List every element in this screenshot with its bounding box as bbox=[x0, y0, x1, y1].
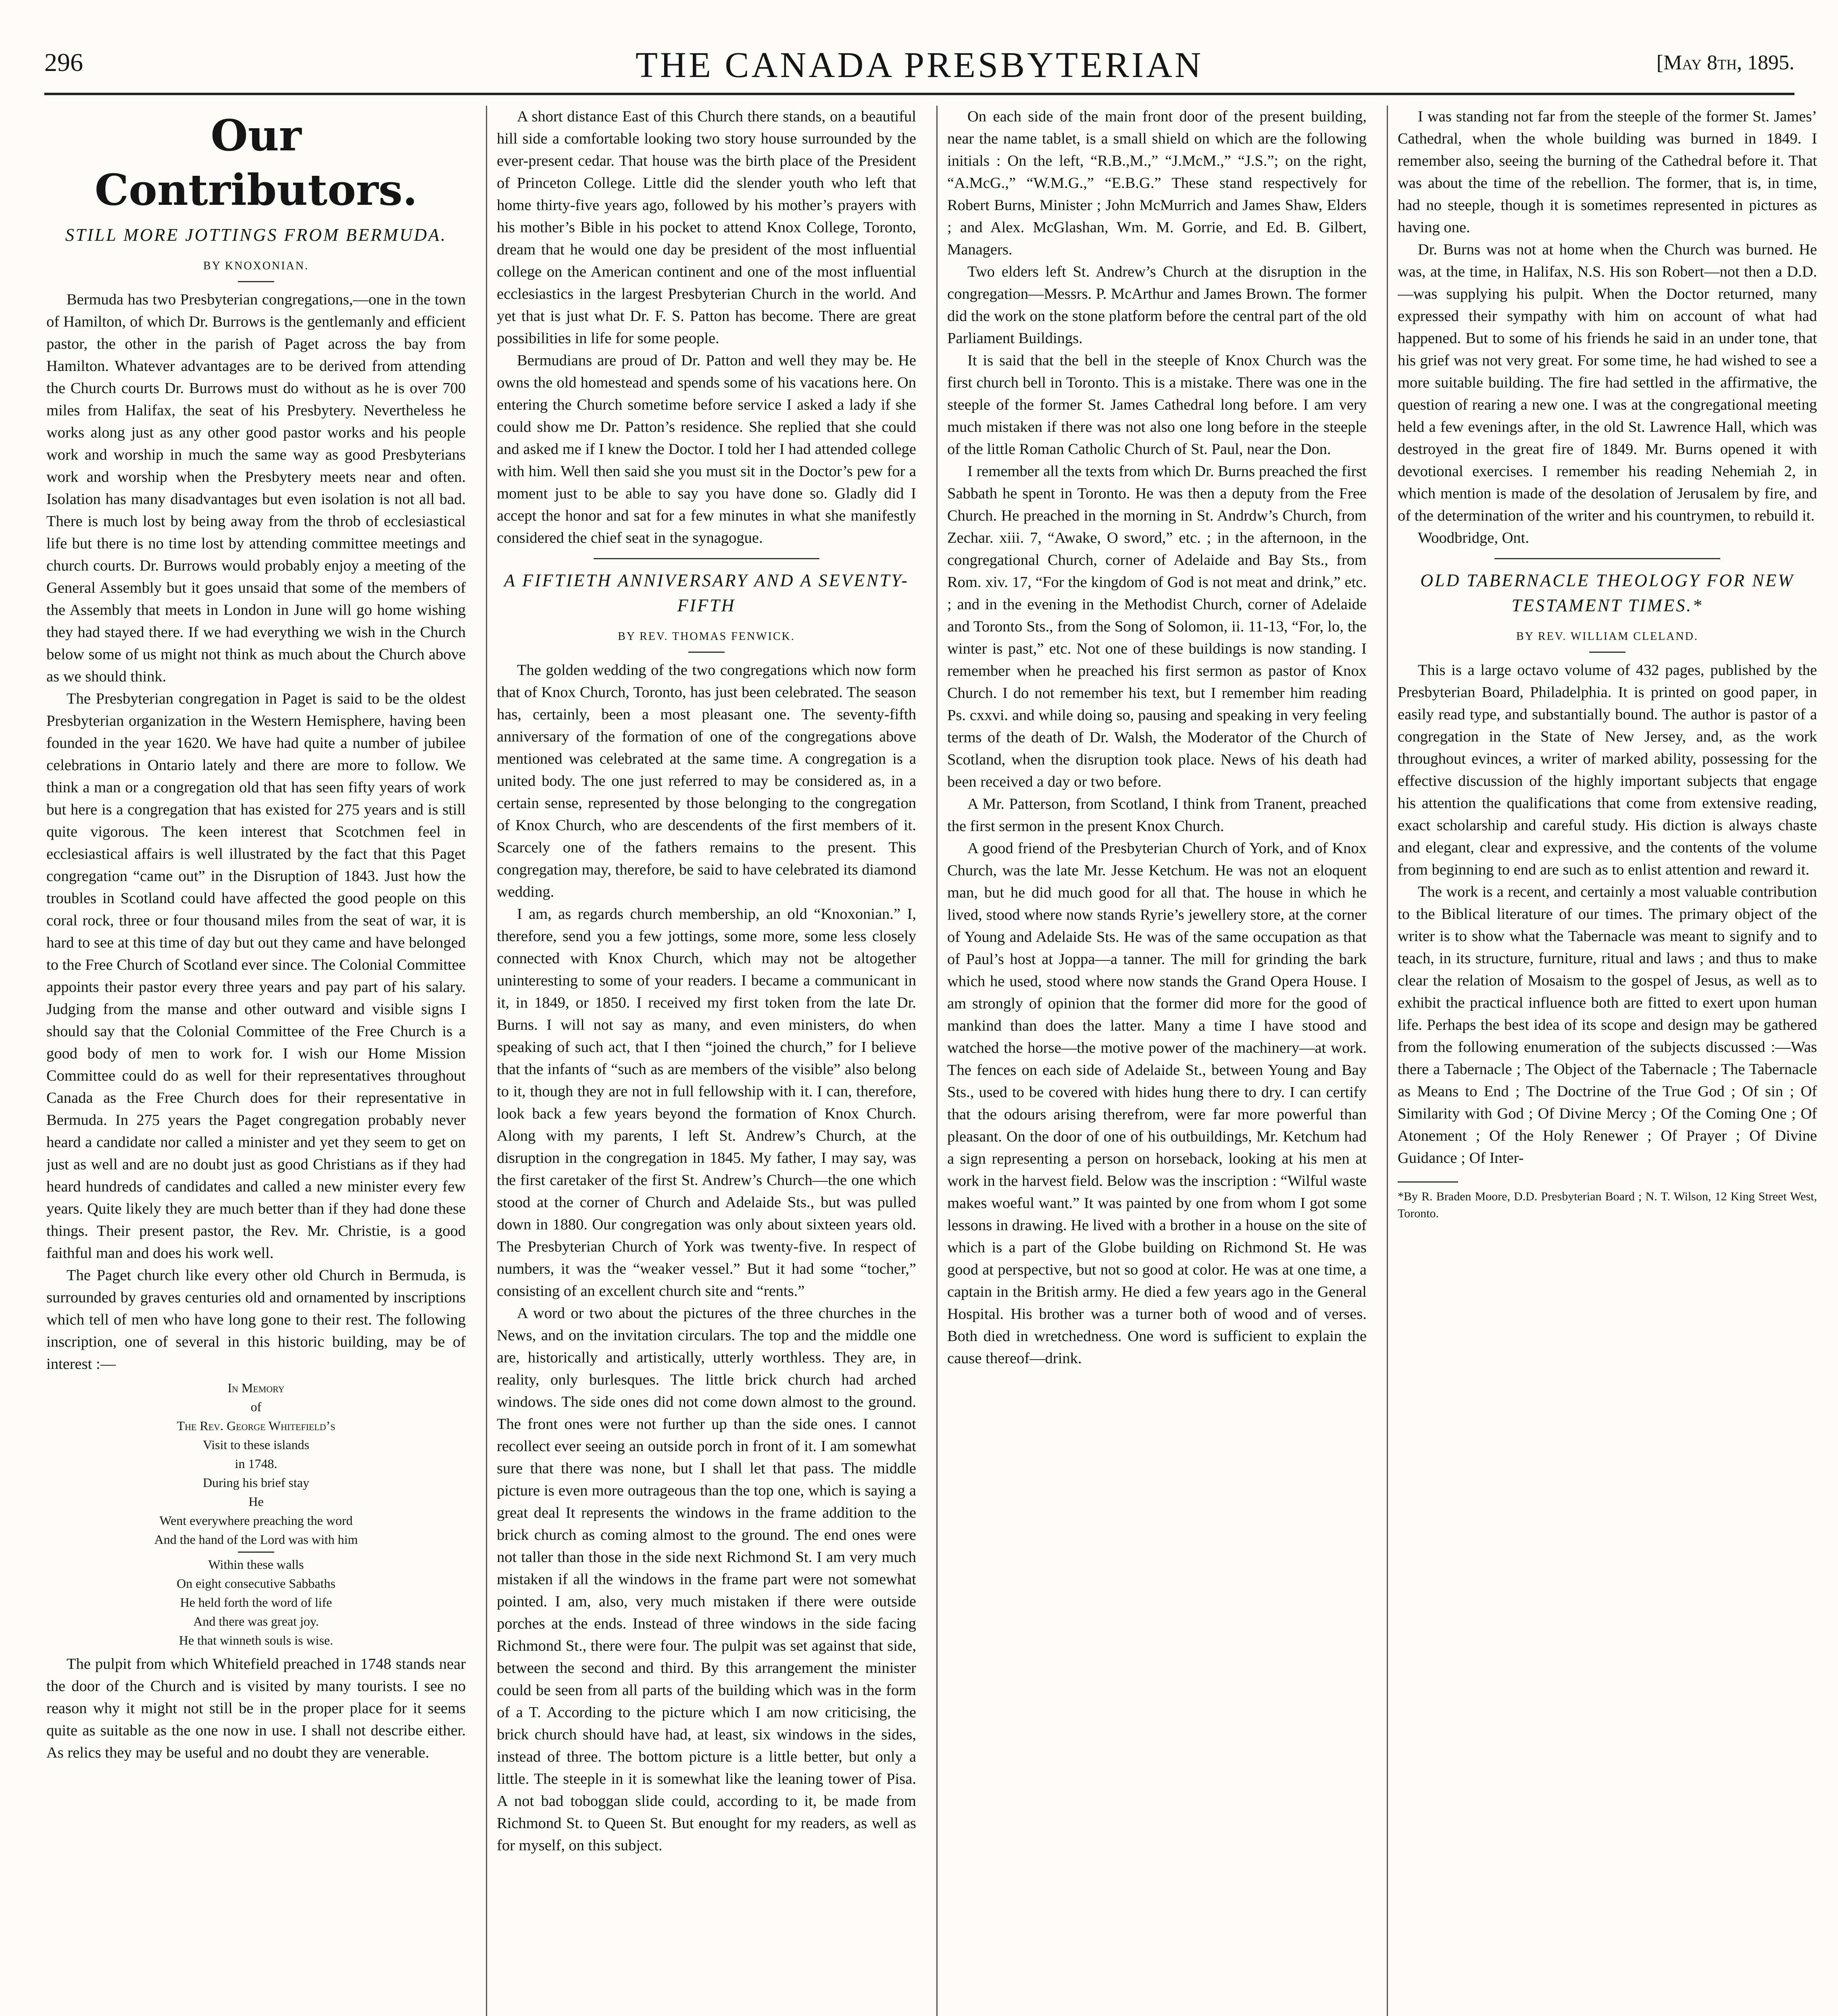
issue-date: [May 8th, 1895. bbox=[1656, 51, 1794, 74]
page-number: 296 bbox=[44, 48, 83, 77]
paragraph: On each side of the main front door of the present building, near the name tablet, is a small shield on which are the following initials : On the left, “R.B.,M.,” “J.McM.,” “J.S.”; on the right, “A.McG.,” “W.M.G.,” “E.B.G.” These stand respectively for Robert Burns, Minister ; John McMurrich and James Shaw, Elders ; and Alex. McGlashan, Wm. M. Gorrie, and Ed. B. Gilbert, Managers. bbox=[947, 108, 1367, 258]
inscription-line: He that winneth souls is wise. bbox=[179, 1633, 333, 1647]
paragraph: A short distance East of this Church there stands, on a beautiful hill side a comfortable looking two story house surrounded by the ever-present cedar. That house was the birth place of the President of Princeton College. Little did the slender youth who left that home thirty-five years ago, followed by his mother’s prayers with his mother’s Bible in his pocket to attend Knox College, Toronto, dream that he would one day be president of the most influential college on the American continent and one of the most influential ecclesiastics in the largest Presbyterian Church in the world. And yet that is just what Dr. F. S. Patton has become. There are great possibilities in life for some people. bbox=[497, 108, 916, 347]
paragraph: Dr. Burns was not at home when the Church was burned. He was, at the time, in Halifax, N.S. His son Robert—not then a D.D.—was supplying his pulpit. When the Doctor returned, many expressed their sympathy with him on account of what had happened. But to some of his friends he said in an under tone, that his grief was not very great. For some time, he had wished to see a more suitable building. The fire had settled in the affirmative, the question of rearing a new one. I was at the congregational meeting held a few evenings after, in the old St. Lawrence Hall, which was destroyed in the great fire of 1849. Mr. Burns opened it with devotional exercises. I remember his reading Nehemiah 2, in which mention is made of the desolation of Jerusalem by fire, and of the determination of the writer and his countrymen, to rebuild it. bbox=[1398, 241, 1817, 524]
byline-rule bbox=[238, 281, 274, 282]
inscription-line: On eight consecutive Sabbaths bbox=[177, 1576, 336, 1591]
paragraph: I was standing not far from the steeple of the former St. James’ Cathedral, when the whole building was burned in 1849. I remember also, seeing the burning of the Cathedral before it. That was about the time of the rebellion. The former, that is, in time, had no steeple, though it is sometimes represented in pictures as having one. bbox=[1398, 108, 1817, 236]
paragraph: The Paget church like every other old Church in Bermuda, is surrounded by graves centuries old and ornamented by inscriptions which tell of men who have long gone to their rest. The following inscription, one of several in this historic building, may be of interest :— bbox=[46, 1267, 466, 1372]
inscription bbox=[46, 1379, 466, 1650]
byline-rule bbox=[1589, 652, 1625, 653]
inscription-line: During his brief stay bbox=[203, 1475, 309, 1490]
paragraph: The Presbyterian congregation in Paget is said to be the oldest Presbyterian organization in the Western Hemisphere, having been founded in the year 1620. We have had quite a number of jubilee celebrations in Ontario lately and there are more to follow. We think a man or a congregation old that has seen fifty years of work but here is a congregation that has existed for 275 years and is still quite vigorous. The keen interest that Scotchmen feel in ecclesiastical affairs is well illustrated by the fact that this Paget congregation “came out” in the Disruption of 1843. Just how the troubles in Scotland could have affected the good people on this coral rock, three or four thousand miles from the seat of war, it is hard to see at this time of day but out they came and have belonged to the Free Church of Scotland ever since. The Colonial Committee appoints their pastor every three years and pay part of his salary. Judging from the manse and other outward and visible signs I should say that the Colonial Committee of the Free Church is a good body of men to work for. I wish our Home Mission Committee could do as well for their representatives throughout Canada as the Free Church does for their representative in Bermuda. In 275 years the Paget congregation probably never heard a candidate nor called a minister and yet they seem to get on just as well and are no doubt just as good Christians as if they had heard hundreds of candidates and called a new minister every few years. Quite likely they are much better than if they had done these things. Their present pastor, the Rev. Mr. Christie, is a good faithful man and does his work well. bbox=[46, 690, 466, 1262]
paragraph: A good friend of the Presbyterian Church of York, and of Knox Church, was the late Mr. Jesse Ketchum. He was not an eloquent man, but he did much good for all that. The house in which he lived, stood where now stands Ryrie’s jewellery store, at the corner of Young and Adelaide Sts. He was of the same occupation as that of Paul’s host at Joppa—a tanner. The mill for grinding the bark which he used, stood where now stands the Grand Opera House. I am strongly of opinion that the former did more for the good of mankind than does the latter. Many a time I have stood and watched the horse—the motive power of the machinery—at work. The fences on each side of Adelaide St., between Young and Bay Sts., used to be covered with hides hung there to dry. I can certify that the odours arising therefrom, were far more powerful than pleasant. On the door of one of his outbuildings, Mr. Ketchum had a sign representing a person on horseback, looking at his men at work in the harvest field. Below was the inscription : “Wilful waste makes woeful want.” It was painted by one from whom I got some lessons in drawing. He lived with a brother in a house on the site of which is a part of the Globe building on Richmond St. He was good at perspective, but not so good at color. He was at one time, a captain in the British army. He died a few years ago in the General Hospital. His brother was a turner both of wood and of verses. Both died in wretchedness. One word is sufficient to explain the cause thereof—drink. bbox=[947, 840, 1367, 1367]
paragraph: Bermudians are proud of Dr. Patton and well they may be. He owns the old homestead and spends some of his vacations here. On entering the Church sometime before service I asked a lady if she could show me Dr. Patton’s residence. She replied that she could and asked me if I knew the Doctor. I told her I had attended college with him. Well then said she you must sit in the Doctor’s pew for a moment just to be able to say you have done so. Gladly did I accept the honor and sat for a few minutes in what she manifestly considered the chief seat in the synagogue. bbox=[497, 352, 916, 546]
column-2-body bbox=[497, 106, 916, 2016]
footnote: *By R. Braden Moore, D.D. Presbyterian Board ; N. T. Wilson, 12 King Street West, Toronto. bbox=[1398, 1190, 1817, 1220]
paragraph: The golden wedding of the two congregations which now form that of Knox Church, Toronto, has just been celebrated. The season has, certainly, been a most pleasant one. The seventy-fifth anniversary of the formation of one of the congregations above mentioned was celebrated at the same time. A congregation is a united body. The one just referred to may be considered as, in a certain sense, represented by those belonging to the congregation of Knox Church, who are descendents of the first members of it. Scarcely one of the fathers remains to the present. This congregation may, therefore, be said to have celebrated its diamond wedding. bbox=[497, 662, 916, 900]
paragraph: The work is a recent, and certainly a most valuable contribution to the Biblical literature of our times. The primary object of the writer is to show what the Tabernacle was meant to signify and to teach, in its structure, furniture, ritual and laws ; and thus to make clear the relation of Mosaism to the gospel of Jesus, as well as to exhibit the practical influence both are fitted to exert upon human life. Perhaps the best idea of its scope and design may be gathered from the following enumeration of the subjects discussed :—Was there a Tabernacle ; The Object of the Tabernacle ; The Tabernacle as Means to End ; The Doctrine of the True God ; Of sin ; Of Similarity with God ; Of Divine Mercy ; Of the Coming One ; Of Atonement ; Of the Holy Renewer ; Of Prayer ; Of Divine Guidance ; Of Inter- bbox=[1398, 883, 1817, 1166]
paragraph: A Mr. Patterson, from Scotland, I think from Tranent, preached the first sermon in the present Knox Church. bbox=[947, 796, 1367, 835]
inscription-line: Visit to these islands bbox=[203, 1437, 309, 1452]
inscription-line: In Memory bbox=[227, 1381, 285, 1395]
column-divider bbox=[936, 106, 938, 2016]
footnote-rule bbox=[1398, 1181, 1458, 1183]
paragraph: This is a large octavo volume of 432 pages, published by the Presbyterian Board, Philadelphia. It is printed on good paper, in easily read type, and substantially bound. The author is pastor of a congregation in the State of New Jersey, and, as the work throughout evinces, a writer of marked ability, possessing for the effective discussion of the highly important subjects that engage his attention the qualifications that come from extensive reading, exact scholarship and careful study. His diction is always chaste and elegant, clear and expressive, and the contents of the volume from beginning to end are such as to enlist attention and reward it. bbox=[1398, 662, 1817, 878]
column-divider bbox=[486, 106, 487, 2016]
article-title: OLD TABERNACLE THEOLOGY FOR NEW TESTAMENT TIMES.* bbox=[1420, 571, 1794, 615]
column-1 bbox=[46, 106, 466, 2016]
paragraph: It is said that the bell in the steeple of Knox Church was the first church bell in Toronto. This is a mistake. There was one in the steeple of the former St. James Cathedral long before. I am very much mistaken if there was not also one long before in the steeple of the little Roman Catholic Church of St. Paul, near the Don. bbox=[947, 352, 1367, 458]
inscription-line: Went everywhere preaching the word bbox=[159, 1513, 353, 1528]
inscription-rule bbox=[238, 1552, 274, 1553]
header-rule bbox=[44, 93, 1794, 95]
paragraph: I remember all the texts from which Dr. Burns preached the first Sabbath he spent in Toronto. He was then a deputy from the Free Church. He preached in the morning in St. Andrdw’s Church, from Zechar. xiii. 7, “Awake, O sword,” etc. ; in the afternoon, in the congregational Church, corner of Adelaide and Bay Sts., from Rom. xiv. 17, “For the kingdom of God is not meat and drink,” etc. ; and in the evening in the Methodist Church, corner of Adelaide and Toronto Sts., from the Song of Solomon, ii. 11-13, “For, lo, the winter is past,” etc. Not one of these buildings is now standing. I remember when he preached his first sermon as pastor of Knox Church. I do not remember his text, but I remember him reading Ps. cxxvi. and while doing so, pausing and speaking in very feeling terms of the death of Dr. Walsh, the Moderator of the Church of Scotland, when the disruption took place. News of his death had been received a day or two before. bbox=[947, 463, 1367, 790]
inscription-line: He held forth the word of life bbox=[180, 1595, 332, 1610]
inscription-line: The Rev. George Whitefield’s bbox=[177, 1418, 336, 1433]
inscription-line: He bbox=[248, 1494, 264, 1509]
column-divider bbox=[1387, 106, 1388, 2016]
paragraph: The pulpit from which Whitefield preached in 1748 stands near the door of the Church and is visited by many tourists. I see no reason why it might not still be in the proper place for it seems quite as suitable as the one now in use. I shall not describe either. As relics they may be useful and no doubt they are venerable. bbox=[46, 1656, 466, 1761]
column-4 bbox=[1398, 106, 1817, 2016]
paragraph: A word or two about the pictures of the three churches in the News, and on the invitation circulars. The top and the middle one are, historically and artistically, utterly worthless. They are, in reality, only burlesques. The little brick church had arched windows. The side ones did not come down almost to the ground. The front ones were not further up than the side ones. I cannot recollect ever seeing an outside porch in front of it. I am somewhat sure that there was none, but I shall let that pass. The middle picture is even more outrageous than the top one, which is saying a great deal It represents the windows in the frame addition to the brick church as coming almost to the ground. The end ones were not taller than those in the side next Richmond St. I am very much mistaken if all the windows in the frame part were not somewhat pointed. I am, also, very much mistaken if there were outside porches at the ends. Instead of three windows in the side facing Richmond St., there were four. The pulpit was set against that side, between the second and third. By this arrangement the minister could be seen from all parts of the building which was in the form of a T. According to the picture which I am now criticising, the brick church should have had, at least, six windows in the sides, instead of three. The bottom picture is a little better, but only a little. The steeple in it is somewhat like the leaning tower of Pisa. A not bad toboggan slide could, according to it, be made from Richmond St. to Queen St. But enought for my readers, as well as for myself, on this subject. bbox=[497, 1305, 916, 1854]
article-separator bbox=[594, 558, 819, 559]
article-byline: BY REV. THOMAS FENWICK. bbox=[618, 630, 795, 643]
article-title: STILL MORE JOTTINGS FROM BERMUDA. bbox=[65, 225, 447, 245]
inscription-line: And there was great joy. bbox=[193, 1614, 319, 1629]
inscription-line: And the hand of the Lord was with him bbox=[154, 1532, 358, 1547]
article-title: A FIFTIETH ANNIVERSARY AND A SEVENTY-FIFTH bbox=[504, 571, 909, 615]
page-header bbox=[44, 45, 1794, 92]
inscription-line: Within these walls bbox=[208, 1557, 304, 1572]
paragraph: I am, as regards church membership, an old “Knoxonian.” I, therefore, send you a few jottings, some more, some less closely connected with Knox Church, which may not be altogether uninteresting to some of your readers. I became a communicant in it, in 1849, or 1850. I received my first token from the late Dr. Burns. I will not say as many, and even ministers, do when speaking of such act, that I then “joined the church,” for I believe that the infants of “such as are members of the visible” also belong to it, though they are not in full fellowship with it. I can, therefore, look back a few years beyond the formation of Knox Church. Along with my parents, I left St. Andrew’s Church, at the disruption in the congregation in 1845. My father, I may say, was the first caretaker of the first St. Andrew’s Church—the one which stood at the corner of Church and Adelaide Sts., but was pulled down in 1880. Our congregation was only about sixteen years old. The Presbyterian Church of York was twenty-five. In respect of numbers, it was the “weaker vessel.” But it had some “tocher,” consisting of an excellent church site and “rents.” bbox=[497, 906, 916, 1300]
masthead-title: THE CANADA PRESBYTERIAN bbox=[635, 45, 1204, 85]
column-3 bbox=[947, 106, 1367, 2016]
paragraph: Two elders left St. Andrew’s Church at the disruption in the congregation—Messrs. P. McArthur and James Brown. The former did the work on the stone platform before the central part of the old Parliament Buildings. bbox=[947, 263, 1367, 347]
article-byline: BY KNOXONIAN. bbox=[203, 260, 309, 272]
section-heading: Our Contributors. bbox=[94, 110, 418, 215]
inscription-line: of bbox=[250, 1400, 262, 1414]
article-byline: BY REV. WILLIAM CLELAND. bbox=[1516, 630, 1698, 643]
byline-rule bbox=[688, 652, 725, 653]
dateline: Woodbridge, Ont. bbox=[1418, 529, 1529, 546]
article-separator bbox=[1494, 558, 1720, 559]
paragraph: Bermuda has two Presbyterian congregations,—one in the town of Hamilton, of which Dr. Burrows is the gentlemanly and efficient pastor, the other in the parish of Paget across the bay from Hamilton. Whatever advantages are to be derived from attending the Church courts Dr. Burrows must do without as he is over 700 miles from Halifax, the seat of his Presbytery. Nevertheless he works along just as any other good pastor works and his people work and worship in much the same way as good Presbyterians work and worship when the Presbytery meets near and often. Isolation has many disadvantages but even isolation is not all bad. There is much lost by being away from the throb of ecclesiastical life but there is no time lost by attending committee meetings and church courts. Dr. Burrows would probably enjoy a meeting of the General Assembly but it goes unsaid that some of the members of the Assembly that meets in London in June will go home wishing they had stayed there. If we had everything we wish in the Church below some of us might not think as much about the Church above as we should think. bbox=[46, 291, 466, 685]
inscription-line: in 1748. bbox=[235, 1456, 277, 1471]
